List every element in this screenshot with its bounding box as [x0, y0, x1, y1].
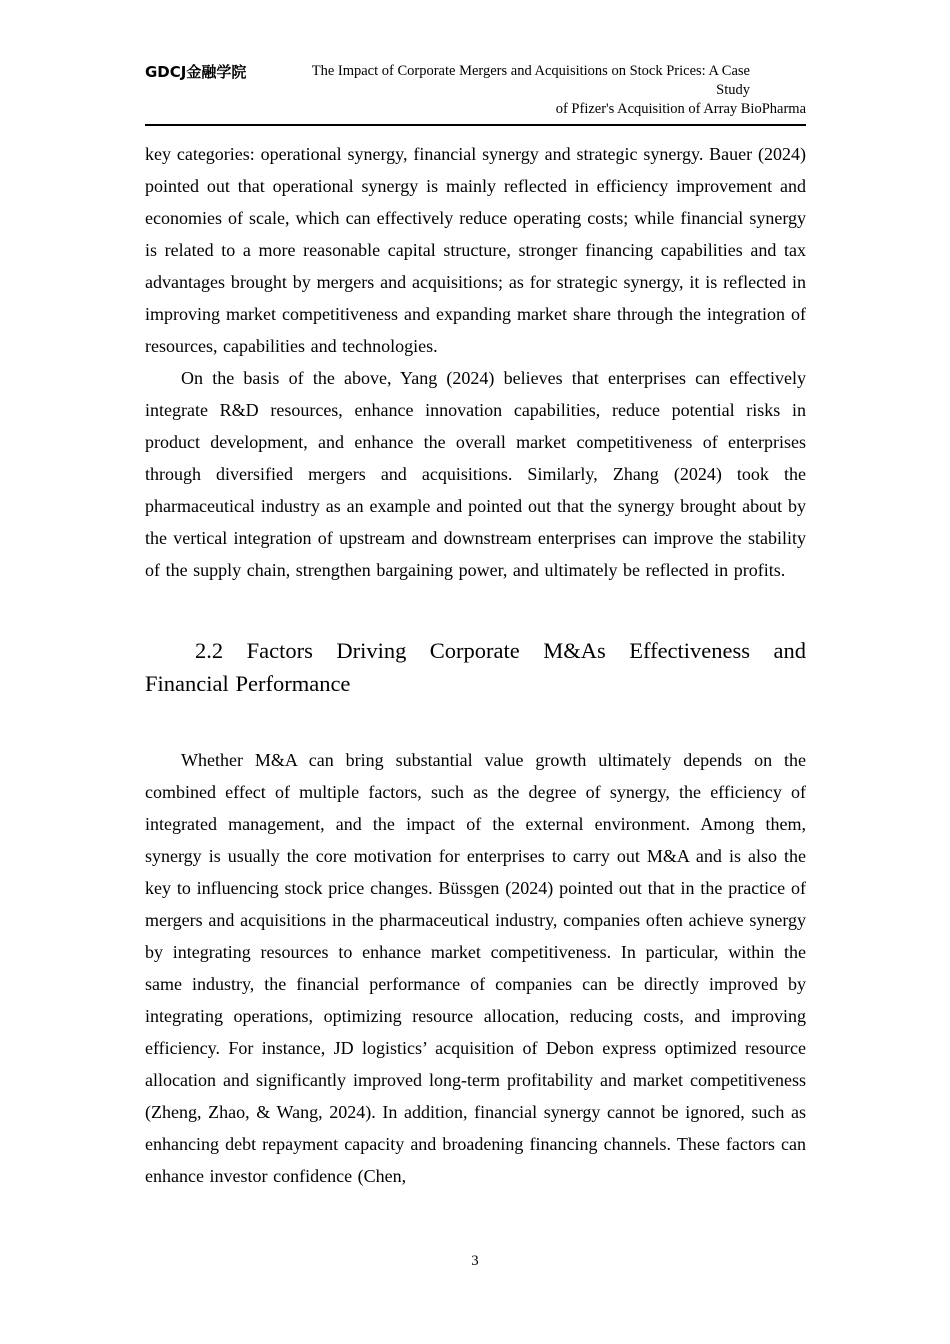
- page-number: 3: [471, 1253, 479, 1269]
- page-footer: [0, 1252, 950, 1270]
- running-title-line-2: of Pfizer's Acquisition of Array BioPharma: [555, 101, 806, 117]
- body-paragraph-2: On the basis of the above, Yang (2024) believes that enterprises can effectively integrate R&D resources, enhance innovation capabilities, reduce potential risks in product development, and enhance the overall market competitiveness of enterprises through diversified mergers and acquisitions. Similarly, Zhang (2024) took the pharmaceutical industry as an example and pointed out that the synergy brought about by the vertical integration of upstream and downstream enterprises can improve the stability of the supply chain, strengthen bargaining power, and ultimately be reflected in profits.: [145, 368, 806, 580]
- body-paragraph-3: Whether M&A can bring substantial value growth ultimately depends on the combined effect of multiple factors, such as the degree of synergy, the efficiency of integrated management, and the impact of the external environment. Among them, synergy is usually the core motivation for enterprises to carry out M&A and is also the key to influencing stock price changes. Büssgen (2024) pointed out that in the practice of mergers and acquisitions in the pharmaceutical industry, companies often achieve synergy by integrating resources to enhance market competitiveness. In particular, within the same industry, the financial performance of companies can be directly improved by integrating operations, optimizing resource allocation, reducing costs, and improving efficiency. For instance, JD logistics’ acquisition of Debon express optimized resource allocation and significantly improved long-term profitability and market competitiveness (Zheng, Zhao, & Wang, 2024). In addition, financial synergy cannot be ignored, such as enhancing debt repayment capacity and broadening financing channels. These factors can enhance investor confidence (Chen,: [145, 750, 806, 1186]
- header-rule: [145, 124, 806, 126]
- section-heading-line-1: 2.2 Factors Driving Corporate M&As Effectiveness and: [195, 638, 806, 663]
- running-title: [278, 62, 806, 119]
- body-paragraph-1: key categories: operational synergy, financial synergy and strategic synergy. Bauer (2024) pointed out that operational synergy is mainly reflected in efficiency improvement and economies of scale, which can effectively reduce operating costs; while financial synergy is related to a more reasonable capital structure, stronger financing capabilities and tax advantages brought by mergers and acquisitions; as for strategic synergy, it is reflected in improving market competitiveness and expanding market share through the integration of resources, capabilities and technologies.: [145, 144, 806, 356]
- header-row: [145, 62, 806, 124]
- page-header: [145, 62, 806, 126]
- institution-name: GDCJ金融学院: [145, 63, 247, 81]
- section-heading-line-2: Financial Performance: [145, 671, 351, 696]
- section-heading-2-2: [145, 634, 806, 700]
- document-body: [145, 138, 806, 1192]
- running-title-line-1: The Impact of Corporate Mergers and Acquisitions on Stock Prices: A Case Study: [311, 63, 750, 98]
